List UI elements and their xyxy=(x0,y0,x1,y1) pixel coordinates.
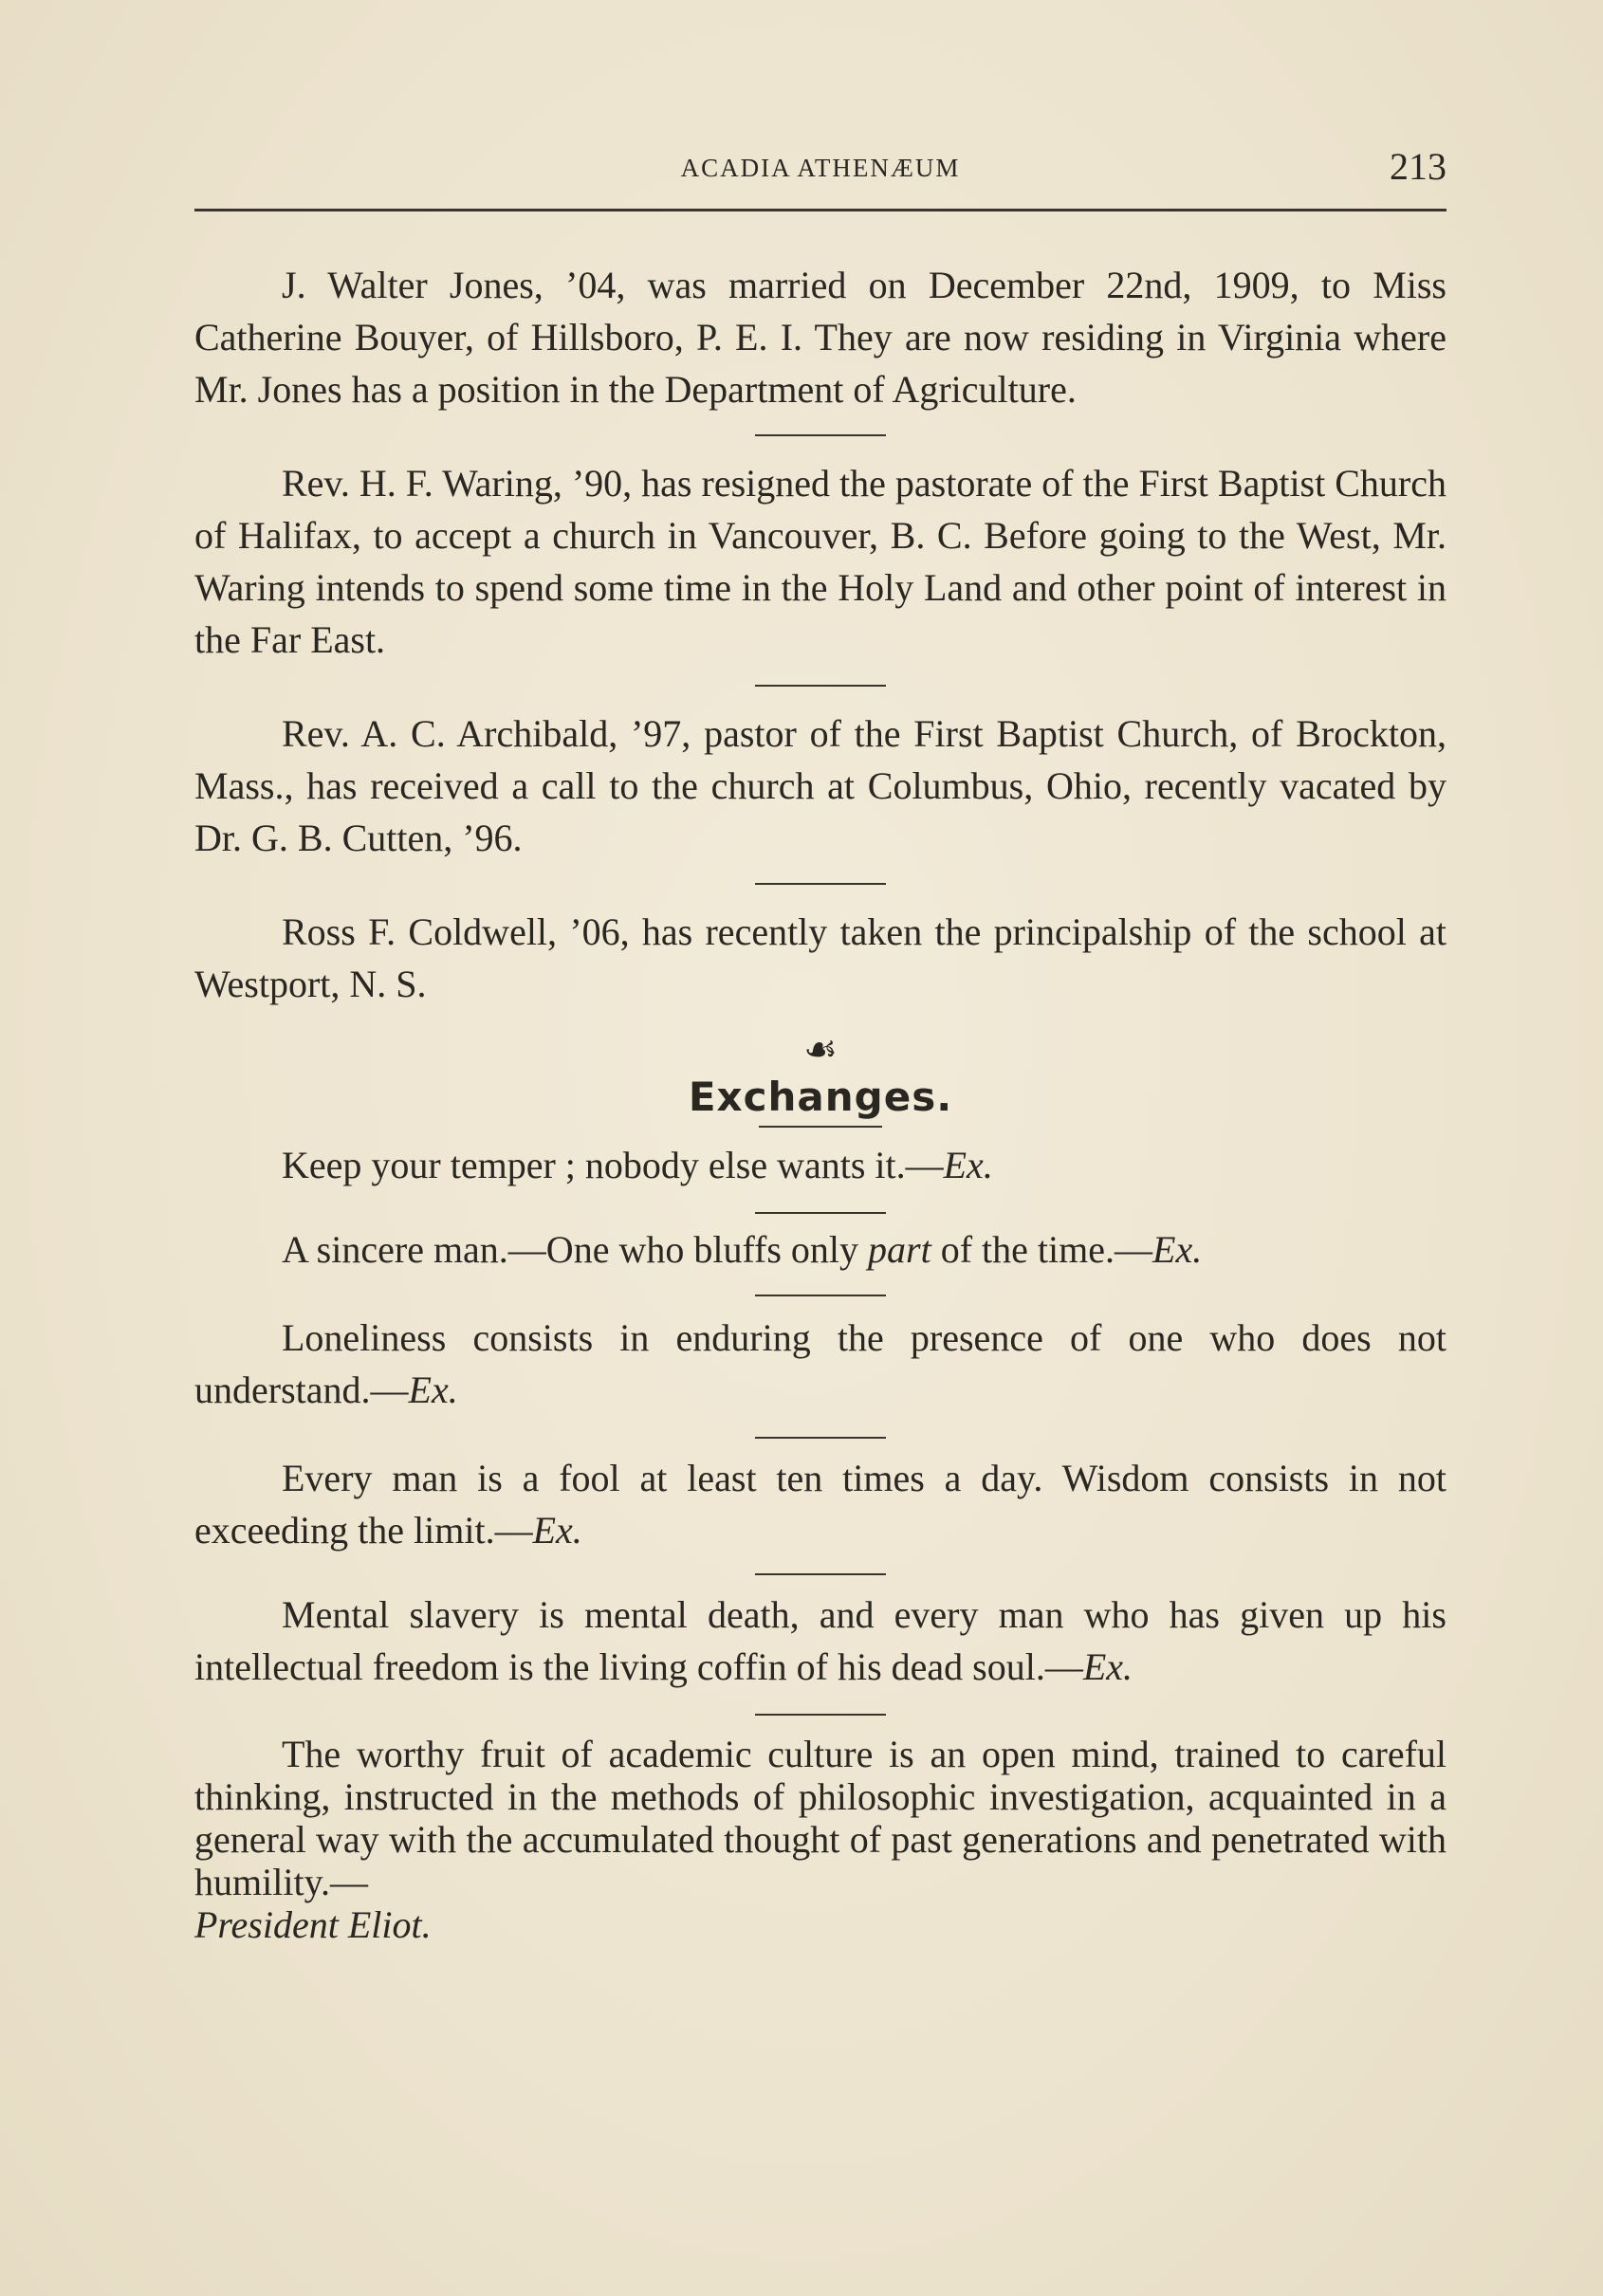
exchange-item xyxy=(194,1733,1446,1946)
exchange-item xyxy=(194,1312,1446,1416)
personal-jones: J. Walter Jones, ’04, was married on December 22nd, 1909, to Miss Catherine Bouyer, of Hillsboro, P. E. I. They are now residing in Virginia where Mr. Jones has a position in the Department of Agriculture. xyxy=(194,264,1446,411)
exchange-text: Keep your temper ; nobody else wants it.— xyxy=(282,1144,944,1186)
exchange-source: Ex. xyxy=(1082,1645,1133,1688)
page-number: 213 xyxy=(1390,145,1446,188)
separator-rule xyxy=(755,1437,886,1439)
exchange-item xyxy=(194,1139,1446,1191)
exchange-source: Ex. xyxy=(943,1144,993,1186)
exchange-text: Loneliness consists in enduring the presence of one who does not understand.— xyxy=(194,1316,1446,1411)
exchange-text: Every man is a fool at least ten times a day. Wisdom consists in not exceeding the limit.— xyxy=(194,1457,1446,1552)
separator-rule xyxy=(755,1573,886,1575)
separator-rule xyxy=(755,1714,886,1716)
fleuron-icon: ☙ xyxy=(803,1028,838,1072)
section-heading-exchanges: Exchanges. xyxy=(688,1074,953,1120)
exchange-text: A sincere man.—One who bluffs only xyxy=(282,1228,869,1271)
separator-rule xyxy=(759,1126,882,1128)
exchange-source: Ex. xyxy=(1152,1228,1203,1271)
exchange-source: Ex. xyxy=(408,1368,458,1411)
separator-rule xyxy=(755,883,886,885)
exchange-source: Ex. xyxy=(532,1509,582,1552)
exchange-text: Mental slavery is mental death, and every man who has given up his intellectual freedom is the living coffin of his dead soul.— xyxy=(194,1593,1446,1688)
separator-rule xyxy=(755,685,886,687)
personal-coldwell: Ross F. Coldwell, ’06, has recently taken the principalship of the school at Westport, N. S. xyxy=(194,910,1446,1005)
separator-rule xyxy=(755,434,886,436)
personal-waring: Rev. H. F. Waring, ’90, has resigned the pastorate of the First Baptist Church of Halifax, to accept a church in Vancouver, B. C. Before going to the West, Mr. Waring intends to spend some time in the Holy Land and other point of interest in the Far East. xyxy=(194,462,1446,661)
exchange-text: of the time.— xyxy=(930,1228,1153,1271)
exchange-item xyxy=(194,1589,1446,1693)
running-head xyxy=(194,142,1446,211)
exchange-emphasis: part xyxy=(868,1228,931,1271)
personal-archibald: Rev. A. C. Archibald, ’97, pastor of the First Baptist Church, of Brockton, Mass., has received a call to the church at Columbus, Ohio, recently vacated by Dr. G. B. Cutten, ’96. xyxy=(194,712,1446,859)
exchange-item xyxy=(194,1452,1446,1556)
separator-rule xyxy=(755,1295,886,1296)
exchange-item xyxy=(194,1223,1446,1276)
exchange-text: The worthy fruit of academic culture is an open mind, trained to careful thinking, instructed in the methods of philosophic investigation, acquainted in a general way with the accumulated thought of past generations and penetrated with humility.— xyxy=(194,1733,1446,1903)
exchange-attribution: President Eliot. xyxy=(194,1903,432,1946)
running-title: ACADIA ATHENÆUM xyxy=(680,154,961,182)
separator-rule xyxy=(755,1212,886,1214)
page-content xyxy=(194,142,1446,1946)
